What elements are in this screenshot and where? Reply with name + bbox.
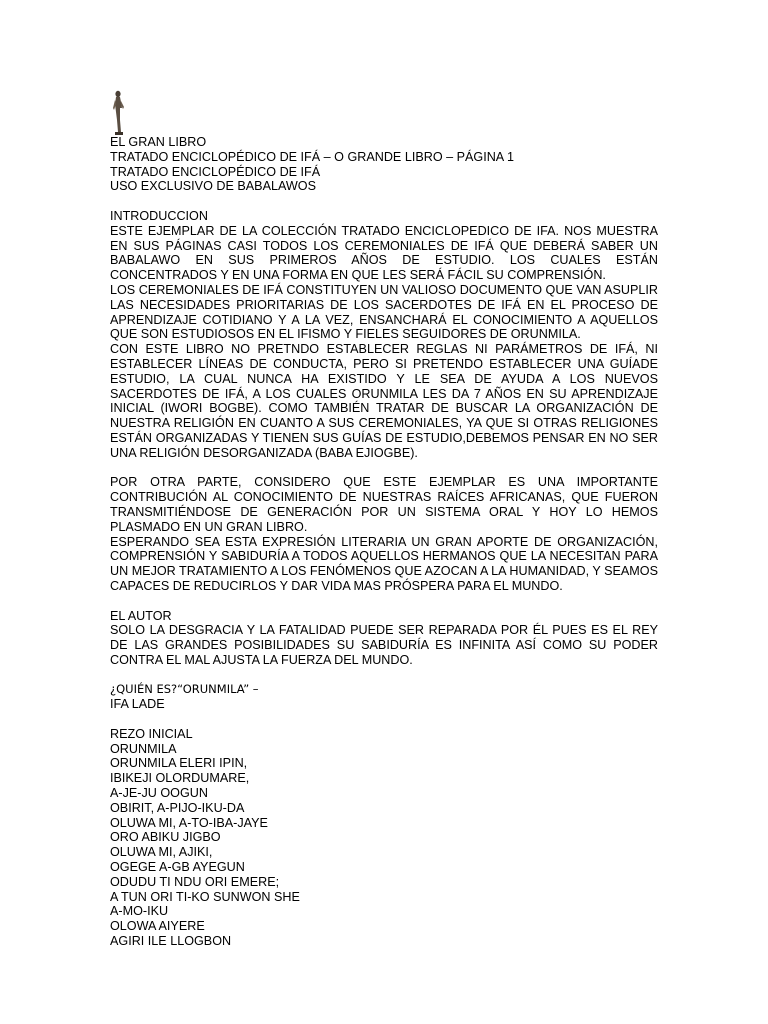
prayer-heading: REZO INICIAL [110,726,193,741]
prayer-line: A TUN ORI TI-KO SUNWON SHE [110,889,300,904]
prayer-line: OGEGE A-GB AYEGUN [110,860,245,875]
doc-subtitle-3: USO EXCLUSIVO DE BABALAWOS [110,179,316,194]
who-question: ¿QUIÉN ES?“ORUNMILA” – [110,682,259,697]
doc-title: EL GRAN LIBRO [110,135,207,149]
prayer-line: A-JE-JU OOGUN [110,786,208,801]
doc-subtitle: TRATADO ENCICLOPÉDICO DE IFÁ – O GRANDE LIBRO – PÁGINA 1 [110,149,515,164]
prayer-line: AGIRI ILE LLOGBON [110,934,232,949]
intro-paragraph-2: LOS CEREMONIALES DE IFÁ CONSTITUYEN UN VALIOSO DOCUMENTO QUE VAN ASUPLIR LAS NECESIDADES PRIORITARIAS DE LOS SACERDOTES DE IFÁ EN EL PROCESO DE APRENDIZAJE COTIDIANO Y A LA VEZ, ENSANCHARÁ EL CONOCIMIENTO A AQUELLOS QUE SON ESTUDIOSOS EN EL IFISMO Y FIELES SEGUIDORES DE ORUNMILA. [110,282,658,342]
prayer-line: ORUNMILA ELERI IPIN, [110,756,248,771]
author-heading: EL AUTOR [110,608,172,623]
intro-paragraph-4: POR OTRA PARTE, CONSIDERO QUE ESTE EJEMPLAR ES UNA IMPORTANTE CONTRIBUCIÓN AL CONOCIMIENTO DE NUESTRAS RAÍCES AFRICANAS, QUE FUERON TRANSMITIÉNDOSE DE GENERACIÓN POR UN SISTEMA ORAL Y HOY LO HEMOS PLASMADO EN UN GRAN LIBRO. [110,475,658,534]
intro-heading: INTRODUCCION [110,208,208,223]
prayer-line: A-MO-IKU [110,904,169,919]
orunmila-figurine-icon [109,90,129,136]
document-body [110,135,658,949]
prayer-line: OLUWA MI, AJIKI, [110,845,213,860]
prayer-line: OBIRIT, A-PIJO-IKU-DA [110,800,245,815]
prayer-line: OLOWA AIYERE [110,919,205,934]
author-paragraph: SOLO LA DESGRACIA Y LA FATALIDAD PUEDE SER REPARADA POR ÉL PUES ES EL REY DE LAS GRANDES POSIBILIDADES SU SABIDURÍA ES INFINITA ASÍ COMO SU PODER CONTRA EL MAL AJUSTA LA FUERZA DEL MUNDO. [110,623,658,667]
prayer-line: ORO ABIKU JIGBO [110,830,221,845]
prayer-line: IBIKEJI OLORDUMARE, [110,771,250,786]
intro-paragraph-1: ESTE EJEMPLAR DE LA COLECCIÓN TRATADO ENCICLOPEDICO DE IFA. NOS MUESTRA EN SUS PÁGINAS CASI TODOS LOS CEREMONIALES DE IFÁ QUE DEBERÁ SABER UN BABALAWO EN SUS PRIMEROS AÑOS DE ESTUDIO. LOS CUALES ESTÁN CONCENTRADOS Y EN UNA FORMA EN QUE LES SERÁ FÁCIL SU COMPRENSIÓN. [110,223,658,283]
intro-paragraph-3: CON ESTE LIBRO NO PRETNDO ESTABLECER REGLAS NI PARÁMETROS DE IFÁ, NI ESTABLECER LÍNEAS DE CONDUCTA, PERO SI PRETENDO ESTABLECER UNA GUÍADE ESTUDIO, LA CUAL NUNCA HA EXISTIDO Y LE SEA DE AYUDA A LOS NUEVOS SACERDOTES DE IFÁ, A LOS CUALES ORUNMILA LES DA 7 AÑOS EN SU APRENDIZAJE INICIAL (IWORI BOGBE). COMO TAMBIÉN TRATAR DE BUSCAR LA ORGANIZACIÓN DE NUESTRA RELIGIÓN EN CUANTO A SUS CEREMONIALES, YA QUE SI OTRAS RELIGIONES ESTÁN ORGANIZADAS Y TIENEN SUS GUÍAS DE ESTUDIO,DEBEMOS PENSAR EN NO SER UNA RELIGIÓN DESORGANIZADA (BABA EJIOGBE). [110,342,658,460]
intro-paragraph-5: ESPERANDO SEA ESTA EXPRESIÓN LITERARIA UN GRAN APORTE DE ORGANIZACIÓN, COMPRENSIÓN Y SABIDURÍA A TODOS AQUELLOS HERMANOS QUE LA NECESITAN PARA UN MEJOR TRATAMIENTO A LOS FENÓMENOS QUE AZOCAN A LA HUMANIDAD, Y SEAMOS CAPACES DE REDUCIRLOS Y DAR VIDA MAS PRÓSPERA PARA EL MUNDO. [110,534,658,593]
prayer-line: OLUWA MI, A-TO-IBA-JAYE [110,815,268,830]
doc-subtitle-2: TRATADO ENCICLOPÉDICO DE IFÁ [110,164,321,179]
prayer-line: ODUDU TI NDU ORI EMERE; [110,874,280,889]
prayer-line: ORUNMILA [110,741,177,756]
who-line-2: IFA LADE [110,697,165,712]
